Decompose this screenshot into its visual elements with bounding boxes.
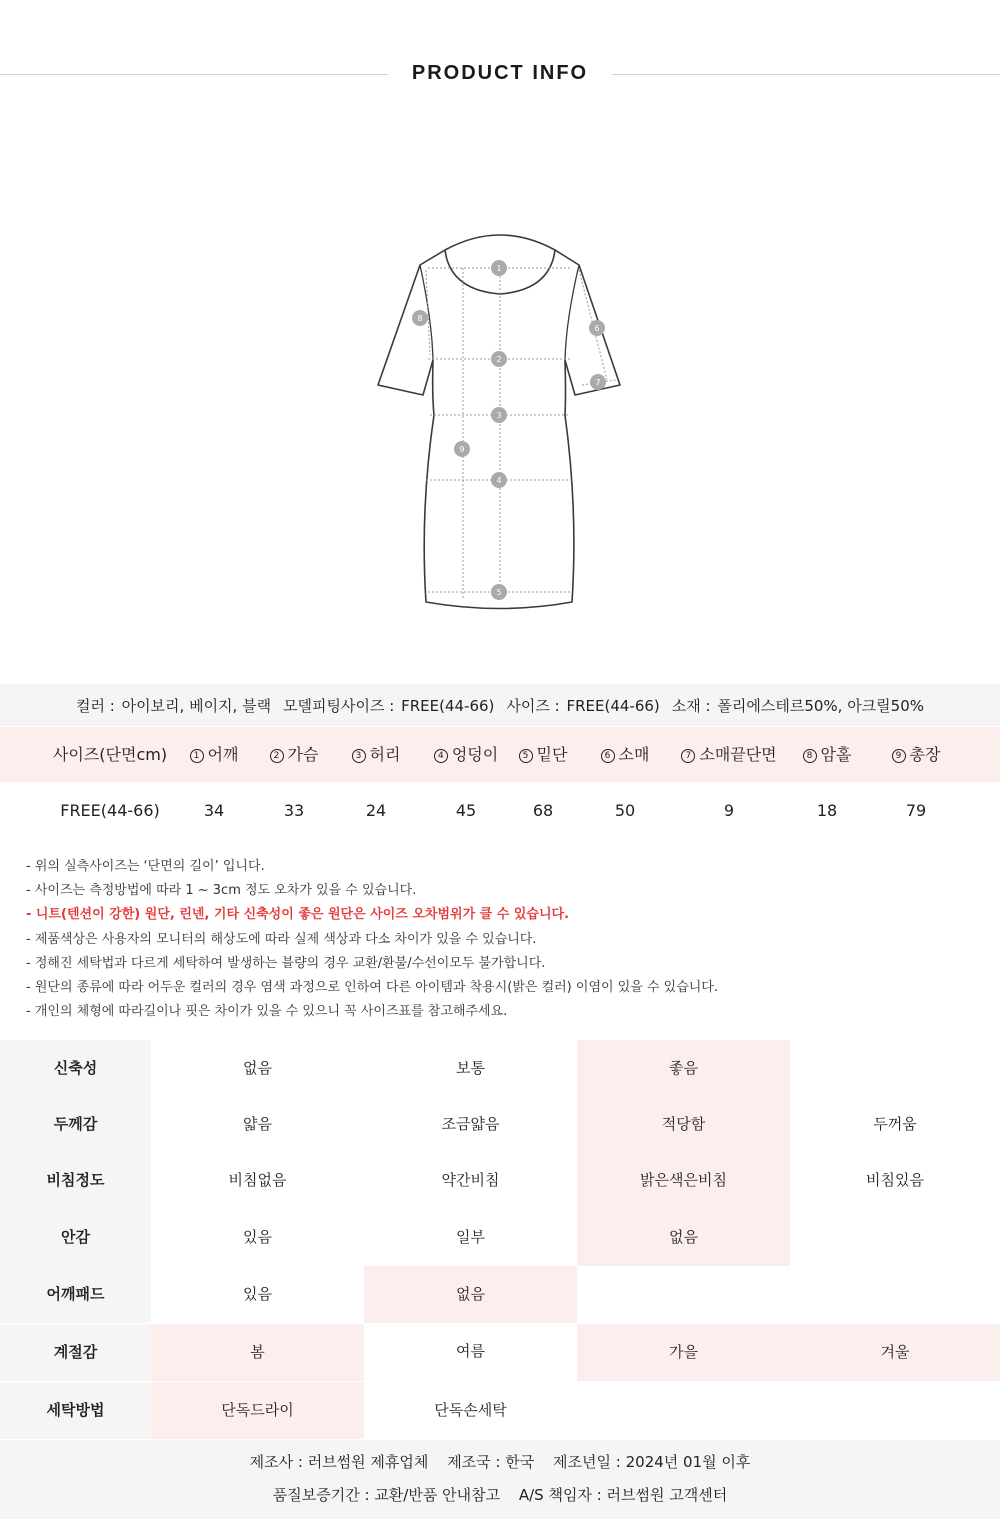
manufacturer-info — [0, 1440, 1000, 1519]
product-info-bar — [0, 684, 1000, 726]
info-model-size: 모델피팅사이즈 : FREE(44-66) — [283, 696, 495, 715]
attr-option: 비침있음 — [866, 1171, 924, 1189]
attr-option-selected: 봄 — [151, 1324, 364, 1381]
size-value-length: 79 — [905, 801, 927, 820]
attr-option: 일부 — [456, 1228, 485, 1246]
attr-option: 조금얇음 — [441, 1115, 500, 1133]
attr-option: 있음 — [243, 1285, 272, 1303]
footer-date: 제조년일 : 2024년 01월 이후 — [553, 1453, 751, 1471]
dress-illustration — [370, 230, 630, 620]
size-header-sleeve: 6 소매 — [585, 727, 665, 782]
measure-lines — [426, 268, 616, 600]
note-line: - 사이즈는 측정방법에 따라 1 ~ 3cm 정도 오차가 있을 수 있습니다. — [26, 883, 417, 899]
footer-warranty: 품질보증기간 : 교환/반품 안내참고 — [272, 1486, 501, 1504]
attr-label: 안감 — [0, 1209, 151, 1266]
footer-manufacturer: 제조사 : 러브썸원 제휴업체 — [249, 1453, 429, 1471]
attr-option-selected: 없음 — [577, 1209, 790, 1266]
product-info-header — [0, 0, 1000, 150]
size-table-header — [0, 727, 1000, 782]
garment-diagram — [370, 230, 630, 620]
marker-4 — [491, 472, 507, 488]
attr-option: 얇음 — [243, 1115, 272, 1133]
size-value-sleeve: 50 — [614, 801, 636, 820]
attr-row-season — [0, 1324, 1000, 1381]
info-size: 사이즈 : FREE(44-66) — [506, 696, 660, 715]
attr-option — [790, 1382, 1000, 1439]
size-value-sleeve-end: 9 — [723, 801, 735, 820]
svg-text:9: 9 — [459, 445, 465, 454]
attr-option: 약간비침 — [441, 1171, 500, 1189]
note-line: - 원단의 종류에 따라 어두운 컬러의 경우 염색 과정으로 인하여 다른 아이템과 착용시(밝은 컬러) 이염이 있을 수 있습니다. — [26, 980, 719, 996]
attr-option-selected: 단독드라이 — [151, 1382, 364, 1439]
note-line: - 위의 실측사이즈는 ‘단면의 길이’ 입니다. — [26, 859, 265, 874]
marker-3 — [491, 407, 507, 423]
size-value-chest: 33 — [283, 801, 305, 820]
attr-option — [790, 1209, 1000, 1266]
size-header-armhole: 8 암홀 — [787, 727, 867, 782]
marker-9 — [454, 441, 470, 457]
attr-option: 있음 — [243, 1228, 272, 1246]
size-header-sleeve-end: 7 소매끝단면 — [669, 727, 789, 782]
attr-option-selected: 가을 — [577, 1324, 790, 1381]
attr-option-selected: 적당함 — [577, 1096, 790, 1153]
marker-1 — [491, 260, 507, 276]
info-material: 소재 : 폴리에스테르50%, 아크릴50% — [671, 696, 925, 715]
size-row-label: FREE(44-66) — [60, 801, 160, 820]
marker-6 — [589, 320, 605, 336]
footer-country: 제조국 : 한국 — [447, 1453, 535, 1471]
size-header-first: 사이즈(단면cm) — [52, 745, 168, 764]
attr-label: 비침정도 — [0, 1152, 151, 1209]
attr-row-stretch — [0, 1040, 1000, 1097]
svg-text:7: 7 — [595, 378, 601, 387]
size-value-armhole: 18 — [816, 801, 838, 820]
size-notes — [26, 855, 976, 1024]
attr-option: 여름 — [456, 1342, 485, 1360]
sleeve-seam-right — [565, 265, 579, 360]
attr-label: 신축성 — [0, 1040, 151, 1097]
note-line: - 정해진 세탁법과 다르게 세탁하여 발생하는 블량의 경우 교환/환불/수선이모두 불가합니다. — [26, 955, 546, 971]
info-color: 컬러 : 아이보리, 베이지, 블랙 — [75, 696, 272, 715]
size-header-hip: 4 엉덩이 — [416, 727, 516, 782]
attr-option — [577, 1382, 790, 1439]
attr-option-selected: 좋음 — [577, 1040, 790, 1097]
size-value-waist: 24 — [365, 801, 387, 820]
attr-option: 없음 — [243, 1059, 272, 1077]
header-divider-right — [612, 74, 1000, 75]
size-value-hip: 45 — [455, 801, 477, 820]
footer-as: A/S 책임자 : 러브썸원 고객센터 — [518, 1486, 728, 1504]
attr-row-thickness — [0, 1096, 1000, 1153]
marker-5 — [491, 584, 507, 600]
note-line: - 개인의 체형에 따라길이나 핏은 차이가 있을 수 있으니 꼭 사이즈표를 참고해주세요. — [26, 1004, 508, 1020]
svg-text:6: 6 — [594, 324, 600, 333]
attr-option — [577, 1266, 790, 1323]
svg-text:2: 2 — [496, 355, 502, 364]
size-header-hem: 5 밑단 — [503, 727, 583, 782]
attr-option — [790, 1266, 1000, 1323]
size-header-length: 9 총장 — [876, 727, 956, 782]
attr-row-lining — [0, 1209, 1000, 1266]
size-header-waist: 3 허리 — [336, 727, 416, 782]
size-value-shoulder: 34 — [203, 801, 225, 820]
attr-label: 세탁방법 — [0, 1382, 151, 1439]
attr-option: 두꺼움 — [873, 1115, 917, 1133]
attr-option-selected: 없음 — [364, 1266, 577, 1323]
note-warning: - 니트(텐션이 강한) 원단, 린넨, 기타 신축성이 좋은 원단은 사이즈 오차범위가 클 수 있습니다. — [26, 907, 570, 923]
footer-line-1 — [0, 1451, 1000, 1472]
size-value-hem: 68 — [532, 801, 554, 820]
note-line: - 제품색상은 사용자의 모니터의 해상도에 따라 실제 색상과 다소 차이가 있을 수 있습니다. — [26, 931, 537, 947]
measure-markers — [412, 260, 606, 600]
svg-text:1: 1 — [496, 264, 502, 273]
attr-option-selected: 밝은색은비침 — [577, 1152, 790, 1209]
attr-row-sheerness — [0, 1152, 1000, 1209]
svg-text:4: 4 — [496, 476, 502, 485]
attr-row-washing — [0, 1382, 1000, 1439]
attr-option: 단독손세탁 — [434, 1401, 507, 1419]
attr-option-selected: 겨울 — [790, 1324, 1000, 1381]
size-header-shoulder: 1 어깨 — [174, 727, 254, 782]
svg-text:5: 5 — [496, 588, 502, 597]
svg-text:8: 8 — [417, 314, 423, 323]
marker-7 — [590, 374, 606, 390]
size-table-row — [0, 783, 1000, 838]
attr-option: 비침없음 — [228, 1171, 287, 1189]
attr-option: 보통 — [456, 1059, 485, 1077]
size-header-chest: 2 가슴 — [254, 727, 334, 782]
attr-label: 두께감 — [0, 1096, 151, 1153]
attr-option — [790, 1040, 1000, 1097]
attr-label: 계절감 — [0, 1324, 151, 1381]
svg-text:3: 3 — [496, 411, 502, 420]
attr-label: 어깨패드 — [0, 1266, 151, 1323]
attr-row-shoulder-pad — [0, 1266, 1000, 1323]
marker-8 — [412, 310, 428, 326]
page-title: PRODUCT INFO — [411, 62, 589, 84]
footer-line-2 — [0, 1484, 1000, 1505]
marker-2 — [491, 351, 507, 367]
